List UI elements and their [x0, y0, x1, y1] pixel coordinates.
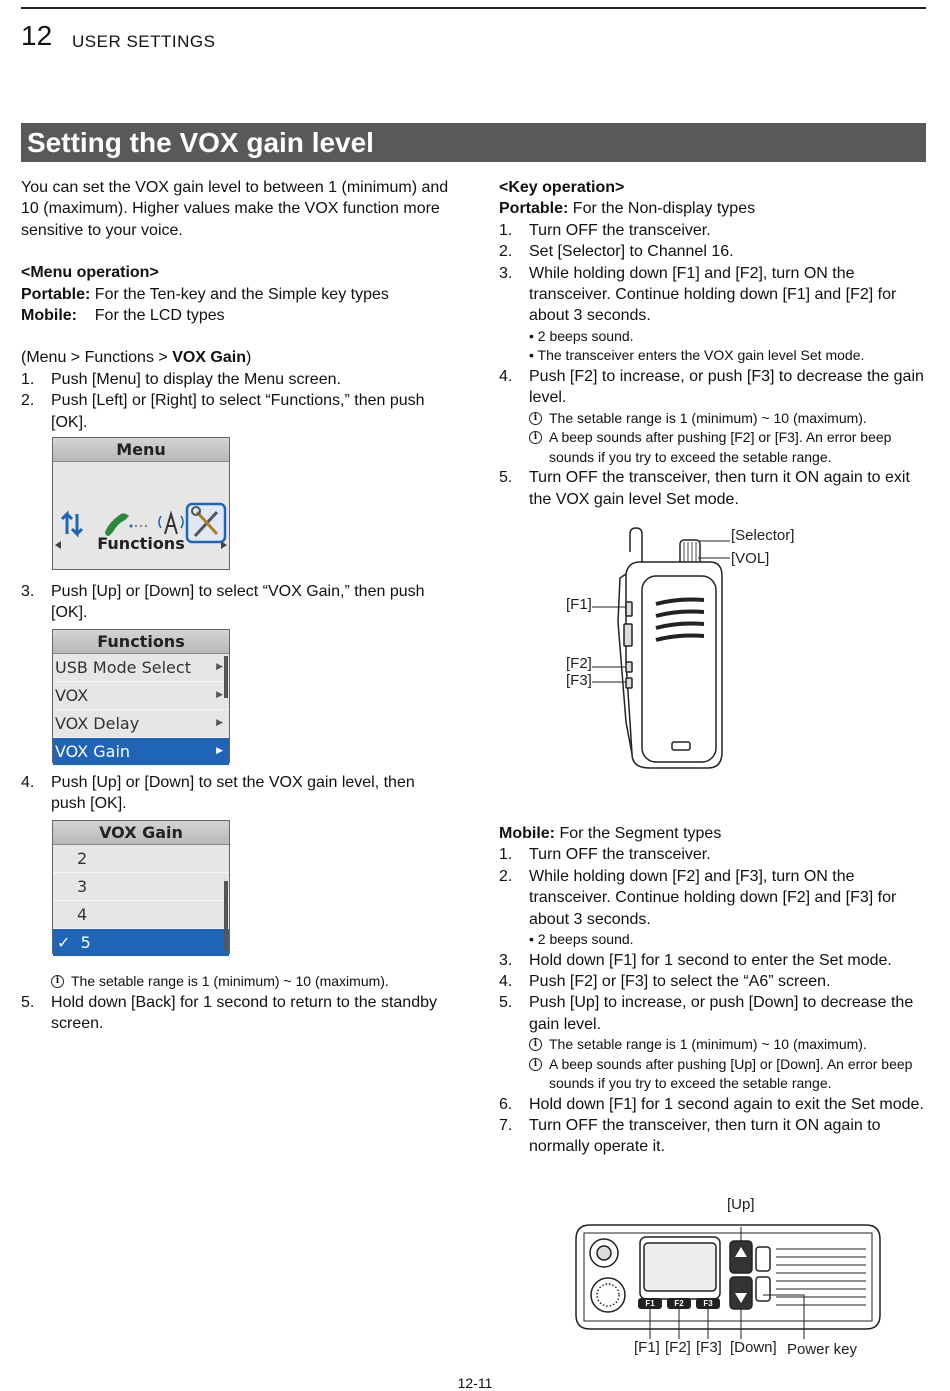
note-text: The setable range is 1 (minimum) ~ 10 (maximum).: [549, 1036, 867, 1053]
mobile-radio-illustration: [570, 1215, 890, 1345]
mobile-line: [499, 823, 924, 844]
left-step-2: [21, 390, 451, 433]
step-number: 3.: [21, 583, 35, 600]
step-number: 4.: [499, 972, 513, 990]
mobile-note-1: [499, 1035, 924, 1055]
left-step-3-block: [21, 581, 451, 624]
step-text: Push [Up] to increase, or push [Down] to decrease the gain level.: [529, 994, 914, 1033]
lcd-item-label: 5: [80, 933, 91, 952]
info-icon: i: [529, 431, 542, 444]
left-note: [21, 972, 451, 992]
power-key-label: Power key: [787, 1341, 858, 1358]
left-column-top: [21, 177, 451, 433]
portable-sub-1: • 2 beeps sound.: [529, 327, 634, 344]
step-text: While holding down [F2] and [F3], turn ON the transceiver. Continue holding down [F2] and [F3] for about 3 seconds.: [529, 867, 897, 928]
step-text: Push [Up] or [Down] to set the VOX gain level, then push [OK].: [51, 774, 415, 813]
up-label: [Up]: [727, 1196, 755, 1213]
lcd-voxgain-item: [53, 901, 229, 929]
info-icon: i: [529, 412, 542, 425]
mobile-sub-1: • 2 beeps sound.: [529, 931, 634, 948]
chapter-number: 12: [21, 20, 53, 51]
lcd-functions-item: [53, 710, 229, 738]
lcd-menu-title: Menu: [53, 438, 229, 462]
mobile-note-2: [499, 1055, 924, 1094]
note-text: A beep sounds after pushing [F2] or [F3]. An error beep sounds if you try to exceed the setable range.: [549, 429, 892, 465]
lcd-item-label: VOX: [55, 686, 89, 705]
mobile-f1-label: [F1]: [634, 1339, 660, 1356]
left-step-1: [21, 369, 451, 390]
portable-note-1: [499, 409, 924, 429]
f3-key-text: F3: [703, 1299, 713, 1308]
lcd-item-label: VOX Delay: [55, 714, 140, 733]
lcd-voxgain-item: [53, 845, 229, 873]
portable-label: Portable:: [21, 285, 91, 303]
page-dots: [130, 525, 148, 528]
info-icon: i: [529, 1038, 542, 1051]
mobile-line: [21, 305, 451, 326]
portable-radio-illustration: [560, 522, 820, 777]
lcd-functions-item-selected: [53, 738, 229, 766]
key-operation-title: <Key operation>: [499, 179, 625, 196]
note-text: A beep sounds after pushing [Up] or [Down]. An error beep sounds if you try to exceed the setable range.: [549, 1055, 913, 1092]
step-text: Set [Selector] to Channel 16.: [529, 243, 734, 261]
portable-label: Portable:: [499, 200, 569, 218]
selector-label: [Selector]: [731, 527, 795, 544]
left-step-4: [21, 772, 451, 815]
step-number: 1.: [21, 370, 35, 388]
mobile-step-6: [499, 1094, 924, 1115]
portable-line: [21, 284, 451, 305]
step-text: Turn OFF the transceiver.: [529, 846, 711, 864]
step-text: Hold down [F1] for 1 second to enter the Set mode.: [529, 951, 892, 969]
step-text: Turn OFF the transceiver, then turn it ON again to normally operate it.: [529, 1117, 881, 1156]
antenna-icon: [159, 514, 183, 534]
portable-step-4: [499, 366, 924, 409]
left-step-4-block: [21, 772, 451, 815]
updown-arrows-icon: [62, 514, 82, 534]
chapter-title: USER SETTINGS: [72, 32, 216, 51]
lcd-functions-item: [53, 654, 229, 682]
scrollbar: [224, 656, 228, 698]
lcd-functions-screen: [52, 629, 230, 763]
step-number: 2.: [499, 243, 513, 261]
lcd-functions-item: [53, 682, 229, 710]
chevron-right-icon: ▶: [216, 718, 223, 728]
mobile-step-4: [499, 971, 924, 992]
scrollbar: [224, 881, 228, 951]
lcd-item-label: VOX Gain: [55, 742, 131, 761]
step-text: Push [Up] or [Down] to select “VOX Gain,” then push [OK].: [51, 583, 425, 622]
step-number: 4.: [499, 367, 513, 385]
step-text: Push [Menu] to display the Menu screen.: [51, 370, 341, 388]
portable-sub-2: • The transceiver enters the VOX gain level Set mode.: [529, 347, 865, 364]
lcd-voxgain-screen: [52, 820, 230, 954]
portable-step-5: [499, 467, 924, 510]
step-number: 4.: [21, 774, 35, 791]
mobile-label: Mobile:: [499, 825, 555, 842]
step-number: 3.: [499, 264, 513, 282]
lcd-item-label: USB Mode Select: [55, 658, 191, 677]
step-number: 6.: [499, 1095, 513, 1113]
info-icon: i: [529, 1058, 542, 1071]
check-icon: ✓: [57, 933, 71, 952]
step-text: Push [F2] or [F3] to select the “A6” screen.: [529, 972, 831, 990]
mobile-f3-label: [F3]: [696, 1339, 722, 1356]
note-text: The setable range is 1 (minimum) ~ 10 (maximum).: [71, 973, 389, 989]
intro-text: You can set the VOX gain level to between 1 (minimum) and 10 (maximum). Higher values make the VOX function more sensitive to your voice.: [21, 179, 449, 239]
menu-path-bold: VOX Gain: [172, 349, 246, 367]
mobile-step-3: [499, 950, 924, 971]
lcd-menu-label: Functions: [97, 534, 185, 553]
page-number: 12-11: [457, 1375, 493, 1391]
f2-label: [F2]: [566, 655, 592, 672]
header-rule: [21, 7, 926, 9]
portable-note-2: [499, 428, 924, 467]
step-text: Push [Left] or [Right] to select “Functions,” then push [OK].: [51, 392, 425, 431]
portable-text: For the Non-display types: [572, 200, 756, 218]
note-text: The setable range is 1 (minimum) ~ 10 (maximum).: [549, 409, 867, 426]
portable-step-2: [499, 241, 924, 262]
menu-path: [21, 347, 451, 368]
chevron-right-icon: ▶: [216, 746, 223, 756]
mobile-step-2: [499, 866, 924, 930]
mobile-text: For the LCD types: [94, 307, 225, 325]
portable-step-1: [499, 220, 924, 241]
step-number: 3.: [499, 951, 513, 969]
lcd-voxgain-item-selected: [53, 929, 229, 957]
step-number: 1.: [499, 846, 513, 864]
step-text: Turn OFF the transceiver.: [529, 221, 711, 239]
radio-body: [618, 528, 722, 768]
step-text: Turn OFF the transceiver, then turn it ON again to exit the VOX gain level Set mode.: [529, 469, 910, 508]
portable-line: [499, 198, 924, 219]
step-number: 2.: [21, 392, 35, 410]
lcd-item-label: 2: [77, 849, 88, 868]
vol-label: [VOL]: [731, 550, 770, 567]
menu-operation-title: <Menu operation>: [21, 264, 159, 282]
portable-step-3: [499, 263, 924, 327]
info-icon: i: [51, 975, 64, 988]
f1-key-text: F1: [645, 1299, 655, 1308]
step-text: Push [F2] to increase, or push [F3] to decrease the gain level.: [529, 367, 924, 407]
step-number: 5.: [499, 994, 513, 1012]
right-column-mobile: [499, 823, 924, 1158]
f2-key-text: F2: [674, 1299, 684, 1308]
lcd-functions-title: Functions: [53, 630, 229, 654]
step-number: 2.: [499, 867, 513, 885]
portable-text: For the Ten-key and the Simple key types: [94, 285, 389, 303]
step-text: Hold down [Back] for 1 second to return to the standby screen.: [51, 993, 437, 1032]
lcd-menu-screen: [52, 437, 230, 570]
left-step-3: [21, 581, 451, 624]
mobile-text: For the Segment types: [559, 825, 722, 842]
menu-path-suffix: ): [245, 349, 252, 367]
left-bottom-block: [21, 972, 451, 1034]
mobile-f2-label: [F2]: [665, 1339, 691, 1356]
lcd-voxgain-title: VOX Gain: [53, 821, 229, 845]
chevron-right-icon: ▶: [216, 662, 223, 672]
section-title: Setting the VOX gain level: [21, 123, 926, 162]
mobile-step-7: [499, 1115, 924, 1158]
menu-path-prefix: (Menu > Functions >: [21, 349, 173, 367]
step-number: 7.: [499, 1117, 513, 1135]
lcd-voxgain-item: [53, 873, 229, 901]
mobile-step-5: [499, 992, 924, 1035]
step-number: 5.: [499, 469, 513, 487]
mobile-step-1: [499, 844, 924, 865]
mobile-label: Mobile:: [21, 307, 77, 325]
phone-icon: [105, 513, 129, 536]
down-label: [Down]: [730, 1339, 777, 1356]
step-text: Hold down [F1] for 1 second again to exit the Set mode.: [529, 1095, 924, 1113]
right-column-top: [499, 177, 924, 510]
step-text: While holding down [F1] and [F2], turn ON the transceiver. Continue holding down [F1] and [F2] for about 3 seconds.: [529, 264, 897, 325]
f1-label: [F1]: [566, 596, 592, 613]
f3-label: [F3]: [566, 672, 592, 689]
step-number: 1.: [499, 221, 513, 239]
step-number: 5.: [21, 993, 35, 1011]
lcd-item-label: 3: [77, 877, 88, 896]
lcd-item-label: 4: [77, 905, 88, 924]
chevron-right-icon: ▶: [216, 690, 223, 700]
left-step-5: [21, 992, 451, 1035]
